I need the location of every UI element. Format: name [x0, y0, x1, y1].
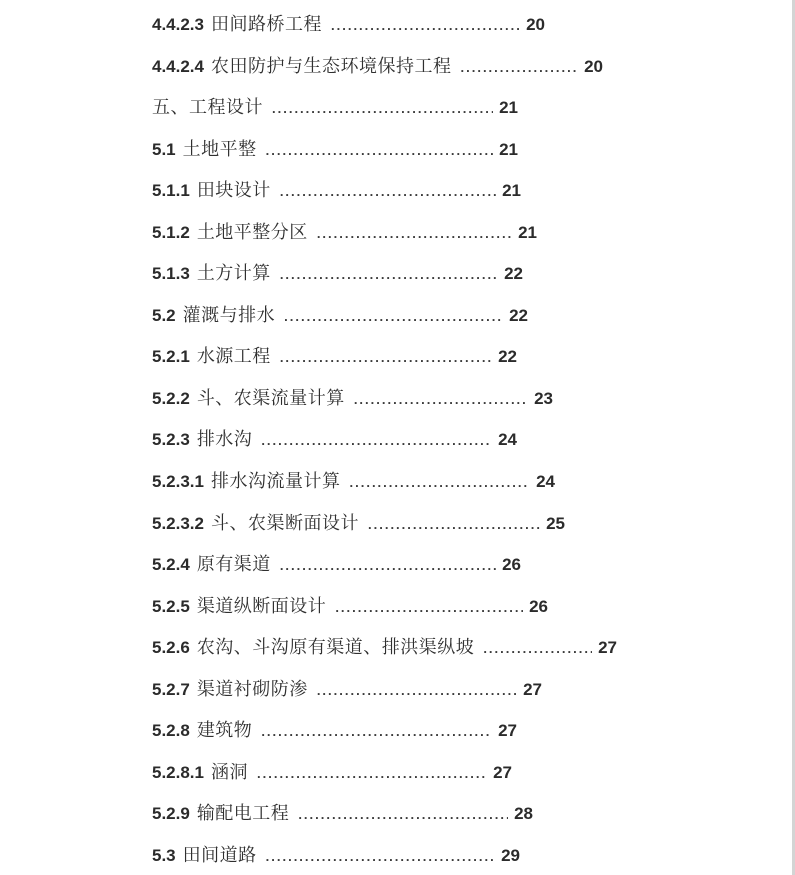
toc-entry[interactable]	[152, 669, 542, 711]
toc-entry-number: 5.2.8.1	[152, 762, 204, 782]
toc-entry-title: 五、工程设计	[152, 97, 263, 118]
toc-entry-number: 5.1.2	[152, 222, 190, 242]
toc-entry-title: 输配电工程	[196, 803, 290, 824]
dot-leader	[317, 213, 512, 254]
toc-entry-page: 28	[514, 804, 533, 824]
dot-leader	[461, 47, 579, 88]
toc-entry[interactable]	[152, 586, 548, 628]
dot-leader	[354, 379, 528, 420]
toc-entry-number: 5.2.8	[152, 721, 190, 741]
toc-entry-title: 涵洞	[211, 761, 248, 782]
toc-entry-number: 5.2.3.1	[152, 472, 204, 492]
toc-entry-number: 5.1.3	[152, 264, 190, 284]
toc-entry-page: 23	[534, 388, 553, 408]
dot-leader	[266, 836, 495, 875]
toc-entry-title: 斗、农渠流量计算	[196, 387, 345, 408]
toc-entry[interactable]	[152, 4, 545, 46]
toc-entry[interactable]	[152, 544, 521, 586]
dot-leader	[261, 420, 492, 461]
dot-leader	[257, 753, 487, 794]
dot-leader	[335, 587, 523, 628]
dot-leader	[280, 545, 496, 586]
toc-entry-number: 5.2.4	[152, 555, 190, 575]
toc-entry-number: 4.4.2.3	[152, 15, 204, 34]
toc-entry-page: 20	[526, 15, 545, 34]
toc-entry-page: 24	[536, 472, 555, 492]
toc-entry[interactable]	[152, 503, 565, 545]
toc-entry[interactable]	[152, 170, 521, 212]
table-of-contents	[152, 4, 617, 875]
dot-leader	[368, 504, 540, 545]
toc-entry-page: 25	[546, 513, 565, 533]
toc-entry-title: 田间道路	[182, 844, 257, 865]
dot-leader	[331, 5, 520, 46]
toc-entry-page: 21	[502, 181, 521, 201]
toc-entry-number: 5.2.3	[152, 430, 190, 450]
toc-entry[interactable]	[152, 87, 518, 129]
toc-entry-title: 斗、农渠断面设计	[211, 512, 359, 533]
toc-entry[interactable]	[152, 793, 533, 835]
toc-entry-page: 27	[523, 679, 542, 699]
toc-entry[interactable]	[152, 627, 617, 669]
dot-leader	[483, 628, 592, 669]
toc-entry-page: 21	[499, 98, 518, 118]
toc-entry-title: 水源工程	[196, 346, 271, 367]
toc-entry-title: 排水沟流量计算	[211, 471, 341, 492]
toc-entry-title: 灌溉与排水	[182, 304, 276, 325]
toc-entry-page: 20	[584, 56, 603, 76]
dot-leader	[280, 254, 498, 295]
toc-entry-title: 建筑物	[196, 720, 253, 741]
dot-leader	[280, 337, 492, 378]
toc-entry[interactable]	[152, 212, 537, 254]
toc-entry-number: 5.2.9	[152, 804, 190, 824]
toc-entry-number: 5.2.2	[152, 388, 190, 408]
dot-leader	[266, 130, 493, 171]
toc-entry-title: 田块设计	[196, 180, 271, 201]
toc-entry-page: 24	[498, 430, 517, 450]
toc-entry-title: 田间路桥工程	[211, 14, 322, 34]
dot-leader	[272, 88, 493, 129]
toc-entry-title: 农田防护与生态环境保持工程	[211, 55, 452, 76]
dot-leader	[284, 296, 503, 337]
dot-leader	[261, 711, 492, 752]
toc-entry[interactable]	[152, 46, 603, 88]
toc-entry-page: 22	[509, 305, 528, 325]
toc-entry-title: 渠道纵断面设计	[196, 595, 327, 616]
dot-leader	[280, 171, 496, 212]
toc-entry[interactable]	[152, 295, 528, 337]
toc-entry-page: 21	[499, 139, 518, 159]
toc-entry-page: 22	[504, 264, 523, 284]
toc-entry-page: 26	[502, 555, 521, 575]
toc-entry-page: 27	[493, 762, 512, 782]
toc-entry-page: 27	[598, 638, 617, 658]
toc-entry[interactable]	[152, 419, 517, 461]
toc-entry-number: 4.4.2.4	[152, 56, 204, 76]
toc-entry-page: 22	[498, 347, 517, 367]
toc-entry[interactable]	[152, 129, 518, 171]
toc-entry-number: 5.2.7	[152, 679, 190, 699]
toc-entry-title: 土地平整	[182, 138, 257, 159]
toc-entry[interactable]	[152, 752, 512, 794]
toc-entry-number: 5.1	[152, 139, 176, 159]
toc-entry-title: 原有渠道	[196, 554, 271, 575]
toc-entry[interactable]	[152, 336, 517, 378]
toc-entry-page: 29	[501, 845, 520, 865]
toc-entry[interactable]	[152, 253, 523, 295]
toc-entry-title: 土方计算	[196, 263, 271, 284]
toc-entry-title: 农沟、斗沟原有渠道、排洪渠纵坡	[196, 637, 475, 658]
toc-entry-number: 5.2.5	[152, 596, 190, 616]
toc-entry-number: 5.2.1	[152, 347, 190, 367]
toc-entry-number: 5.1.1	[152, 181, 190, 201]
toc-entry-page: 27	[498, 721, 517, 741]
dot-leader	[298, 794, 508, 835]
toc-entry-title: 土地平整分区	[196, 221, 308, 242]
dot-leader	[350, 462, 531, 503]
toc-entry-title: 渠道衬砌防渗	[196, 678, 308, 699]
toc-entry-number: 5.2	[152, 305, 176, 325]
toc-entry-number: 5.2.3.2	[152, 513, 204, 533]
toc-entry-number: 5.3	[152, 845, 176, 865]
toc-entry[interactable]	[152, 378, 553, 420]
dot-leader	[317, 670, 517, 711]
toc-entry[interactable]	[152, 461, 555, 503]
toc-entry-number: 5.2.6	[152, 638, 190, 658]
toc-entry-page: 21	[518, 222, 537, 242]
toc-entry[interactable]	[152, 710, 517, 752]
toc-entry-title: 排水沟	[196, 429, 253, 450]
toc-entry-page: 26	[529, 596, 548, 616]
toc-entry[interactable]	[152, 835, 520, 875]
